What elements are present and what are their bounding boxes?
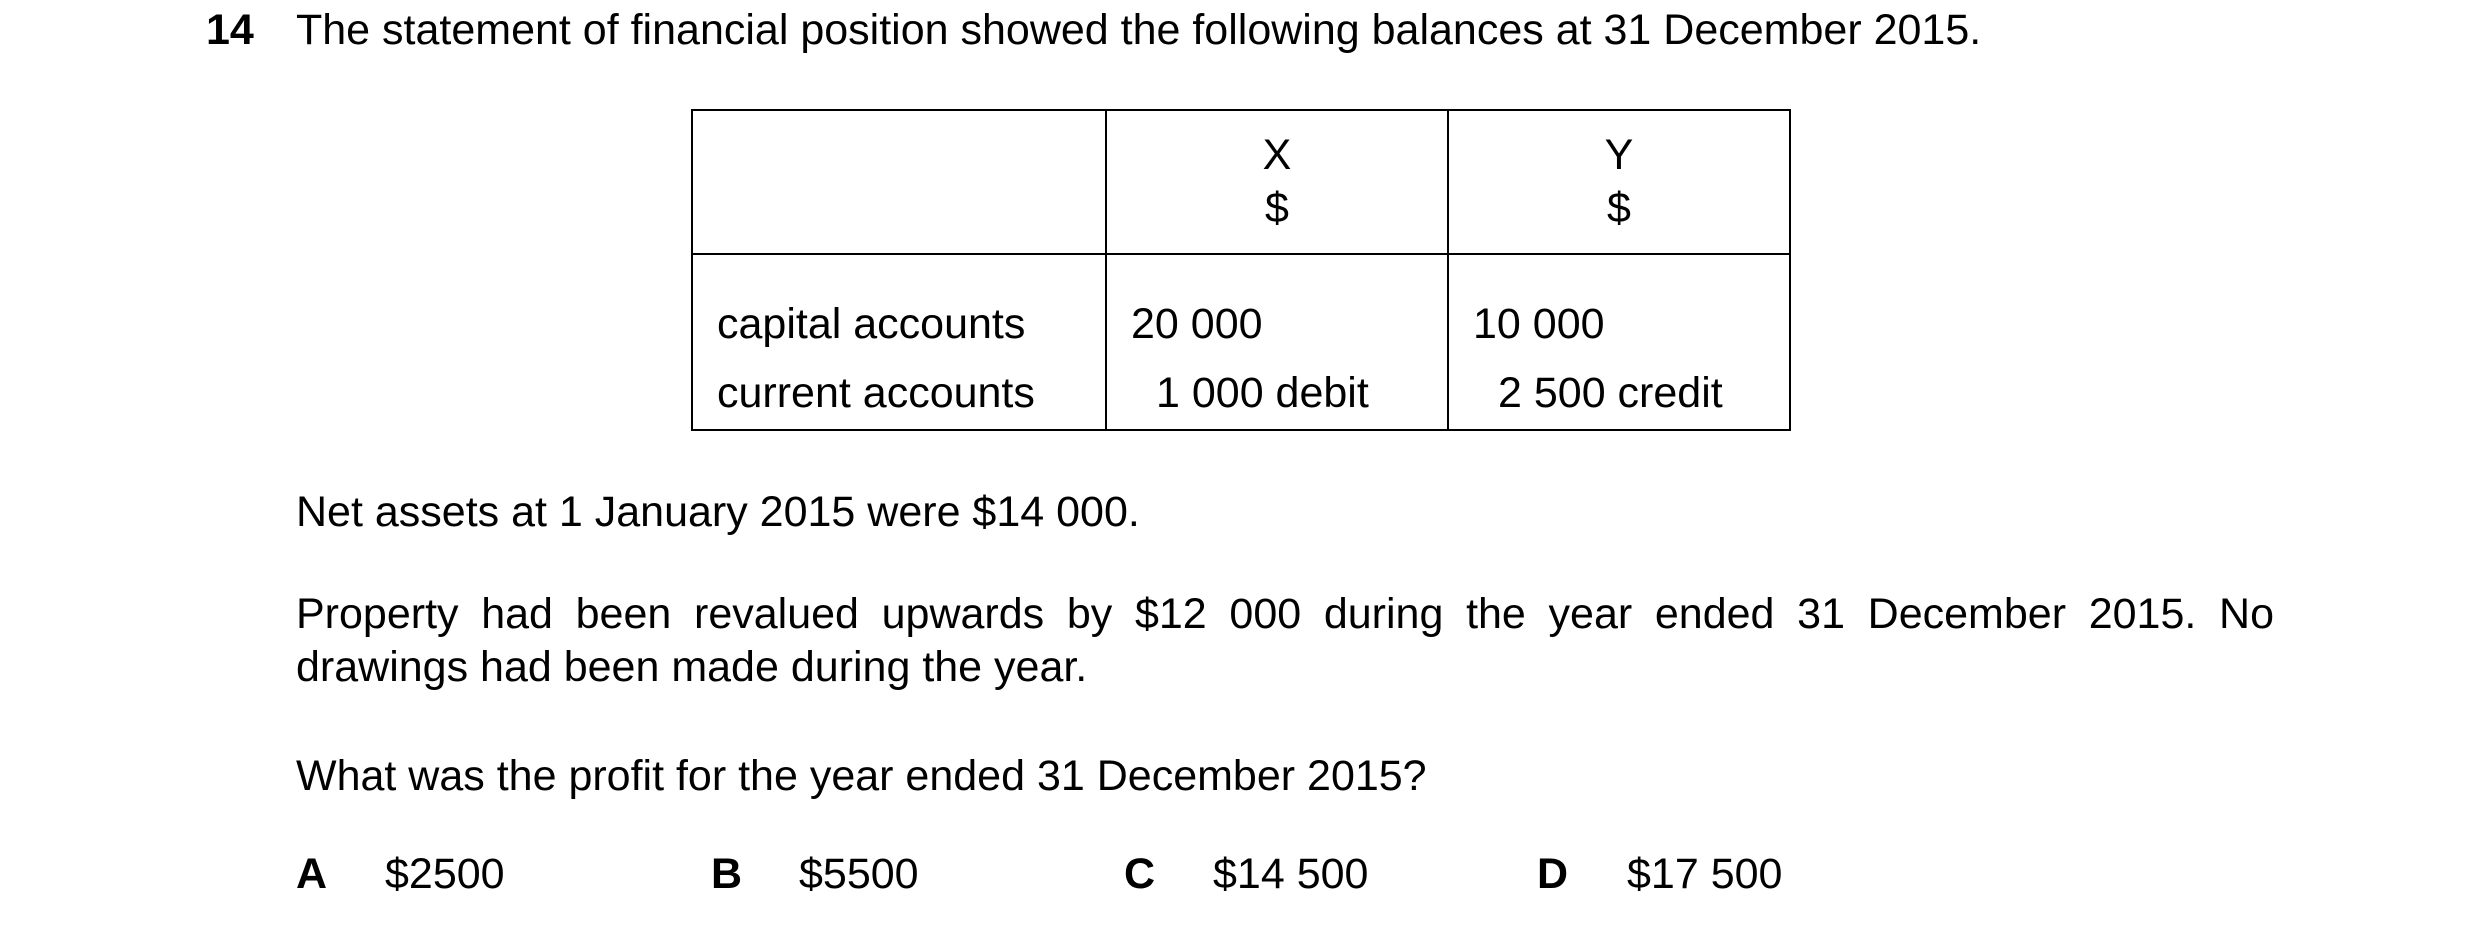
option-c-letter[interactable]: C [1124, 850, 1156, 898]
capital-x-value: 20 000 [1131, 299, 1263, 348]
row-label-current: current accounts [717, 369, 1035, 417]
option-d-letter[interactable]: D [1537, 850, 1569, 898]
table-header-row [692, 110, 1790, 254]
table-row-current [692, 369, 1790, 430]
header-y-cell [1448, 110, 1790, 254]
option-a-letter[interactable]: A [296, 850, 328, 898]
capital-y-value: 10 000 [1473, 299, 1605, 348]
header-y-name: Y [1604, 131, 1634, 179]
header-x-unit: $ [1265, 184, 1289, 232]
question-number: 14 [206, 6, 254, 54]
header-y-unit: $ [1607, 184, 1631, 232]
option-b-letter[interactable]: B [711, 850, 743, 898]
row-label-capital: capital accounts [717, 299, 1026, 348]
option-d-value[interactable]: $17 500 [1627, 850, 1783, 898]
header-x-cell [1106, 110, 1448, 254]
option-c-value[interactable]: $14 500 [1213, 850, 1369, 898]
current-y-value: 2 500 credit [1498, 369, 1723, 417]
current-x-value: 1 000 debit [1156, 369, 1369, 417]
option-b-value[interactable]: $5500 [799, 850, 919, 898]
table-row-capital [692, 254, 1790, 369]
revaluation-text: Property had been revalued upwards by $12 000 during the year ended 31 December 2015. No drawings had been made during the year. [296, 590, 2274, 691]
option-a-value[interactable]: $2500 [385, 850, 505, 898]
balances-table [691, 109, 1791, 431]
header-x-name: X [1262, 131, 1292, 179]
question-prompt: What was the profit for the year ended 31 December 2015? [296, 752, 1427, 800]
header-empty-cell [692, 110, 1106, 254]
question-stem: The statement of financial position showed the following balances at 31 December 2015. [296, 6, 1982, 54]
net-assets-text: Net assets at 1 January 2015 were $14 000. [296, 488, 1140, 536]
